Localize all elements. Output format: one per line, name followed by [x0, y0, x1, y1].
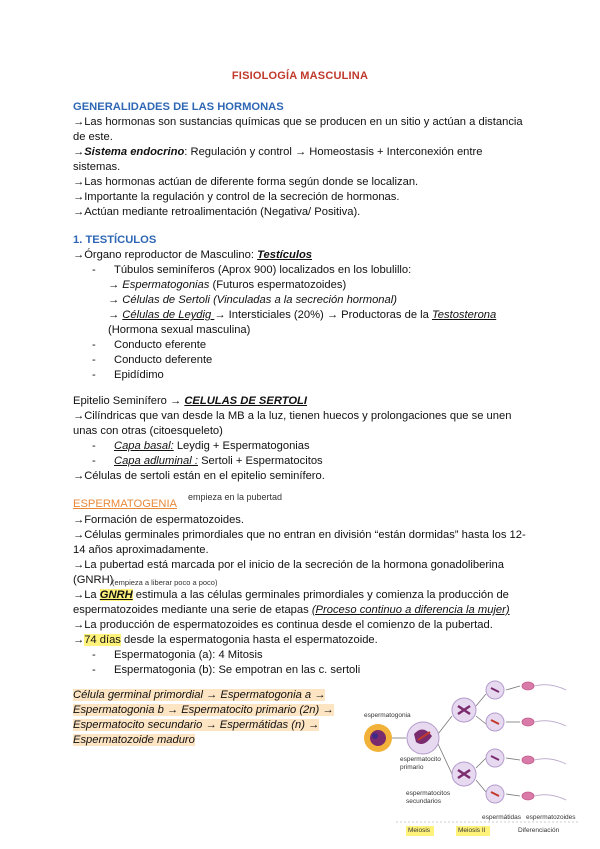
text-line: →La pubertad está marcada por el inicio de la secreción de la hormona gonadoliberina [73, 559, 504, 571]
list-item: - Espermatogonia (b): Se empotran en las c. sertoli [92, 664, 361, 676]
list-item: - Túbulos seminíferos (Aprox 900) localizados en los lobulillo: [92, 264, 412, 276]
sequence-line: Célula germinal primordial → Espermatogonia a → [73, 689, 326, 701]
arrow: → [73, 146, 85, 158]
text-line: → Células de Sertoli (Vinculadas a la secreción hormonal) [108, 294, 397, 306]
text-line: →Células de sertoli están en el epitelio seminífero. [73, 470, 325, 482]
handwritten-note: (empieza a liberar poco a poco) [112, 578, 218, 587]
arrow [506, 686, 520, 690]
text-line: unas con otras (citoesqueleto) [73, 425, 223, 437]
text-line: →74 días desde la espermatogonia hasta el espermatozoide. [73, 634, 378, 646]
list-item: - Conducto eferente [92, 339, 207, 351]
text-line: →La GNRH estimula a las células germinales primordiales y comienza la producción de [73, 589, 509, 601]
arrow [476, 780, 486, 792]
label-espermatozoides: espermatozoides [526, 814, 576, 821]
espermatozoide [522, 718, 566, 726]
list-item: - Conducto deferente [92, 354, 213, 366]
text-line: →Importante la regulación y control de la secreción de hormonas. [73, 191, 400, 203]
term-celulas-sertoli: CELULAS DE SERTOLI [184, 395, 307, 407]
text-line: espermatozoides mediante una serie de etapas (Proceso continuo a diferencia la mujer) [73, 604, 510, 616]
label-espermatocitos-secundarios: espermatocitos secundarios [406, 790, 451, 805]
handwritten-note: empieza en la pubertad [188, 492, 283, 502]
text-line: de este. [73, 131, 113, 143]
section-heading-testiculos: 1. TESTÍCULOS [73, 234, 157, 246]
sequence-line: Espermatogonia b → Espermatocito primario (2n) → [73, 704, 334, 716]
text-line: →Las hormonas son sustancias químicas que se producen en un sitio y actúan a distancia [73, 116, 523, 128]
arrow [476, 694, 486, 706]
espermatocito-secundario-cell [452, 698, 476, 722]
text-line [73, 145, 482, 160]
sequence-line: Espermatocito secundario → Espermátidas (n) → [73, 719, 320, 731]
text-line: →Formación de espermatozoides. [73, 514, 244, 526]
section-heading-espermatogenia: ESPERMATOGENIA [73, 498, 178, 510]
text-line: (Hormona sexual masculina) [108, 324, 251, 336]
label-meiosis-ii: Meiosis II [458, 827, 486, 834]
text: →Órgano reproductor de Masculino: [73, 249, 258, 261]
arrow [506, 758, 520, 760]
list-item: - Capa basal: Leydig + Espermatogonias [92, 440, 310, 452]
spermatogenesis-diagram [360, 676, 586, 844]
text-line: →Células germinales primordiales que no entran en división “están dormidas” hasta los 12- [73, 529, 526, 541]
espermatozoide [522, 756, 566, 764]
label-espermatidas: espermátidas [482, 814, 522, 821]
label-espermatogonia: espermatogonia [364, 712, 411, 719]
sequence-line: Espermatozoide maduro [73, 734, 195, 746]
term-testiculos: Testículos [257, 249, 312, 261]
text-line [73, 248, 312, 263]
section-heading-generalidades: GENERALIDADES DE LAS HORMONAS [73, 101, 284, 113]
label-espermatocito-primario: espermatocito primario [400, 756, 441, 771]
text-line: →Las hormonas actúan de diferente forma según donde se localizan. [73, 176, 419, 188]
text-line: 14 años aproximadamente. [73, 544, 209, 556]
highlight-74-dias: 74 días [84, 634, 121, 646]
text-line: (GNRH) [73, 574, 114, 586]
espermatida-cell [486, 785, 504, 803]
text-line: → Espermatogonias (Futuros espermatozoides) [108, 279, 347, 291]
espermatida-cell [486, 681, 504, 699]
text-line: sistemas. [73, 161, 121, 173]
label-diferenciacion: Diferenciación [518, 827, 560, 834]
espermatida-cell [486, 749, 504, 767]
espermatozoide [522, 792, 566, 800]
text-line: →Actúan mediante retroalimentación (Negativa/ Positiva). [73, 206, 361, 218]
espermatida-cell [486, 713, 504, 731]
espermatogonia-cell [364, 724, 392, 752]
label-meiosis: Meiosis [408, 827, 431, 834]
espermatocito-secundario-cell [452, 762, 476, 786]
text-line: →La producción de espermatozoides es continua desde el comienzo de la pubertad. [73, 619, 493, 631]
term-gnrh: GNRH [99, 589, 133, 601]
espermatocito-primario-cell [407, 722, 439, 754]
arrow [476, 758, 486, 768]
page-title: FISIOLOGÍA MASCULINA [231, 70, 369, 82]
term-sistema-endocrino: Sistema endocrino [84, 146, 185, 158]
espermatozoide [522, 682, 566, 690]
text: : Regulación y control → Homeostasis + Interconexión entre [184, 146, 483, 158]
text-line: Epitelio Seminífero → CELULAS DE SERTOLI [73, 395, 307, 407]
arrow [506, 794, 520, 796]
arrow [438, 716, 452, 734]
list-item: - Epidídimo [92, 369, 164, 381]
arrow [476, 716, 486, 724]
text-line: →Cilíndricas que van desde la MB a la luz, tienen huecos y prolongaciones que se unen [73, 410, 512, 422]
text-line: → Células de Leydig → Intersticiales (20%) → Productoras de la Testosterona [108, 309, 497, 321]
list-item: - Capa adluminal : Sertoli + Espermatocitos [92, 455, 323, 467]
list-item: - Espermatogonia (a): 4 Mitosis [92, 649, 263, 661]
